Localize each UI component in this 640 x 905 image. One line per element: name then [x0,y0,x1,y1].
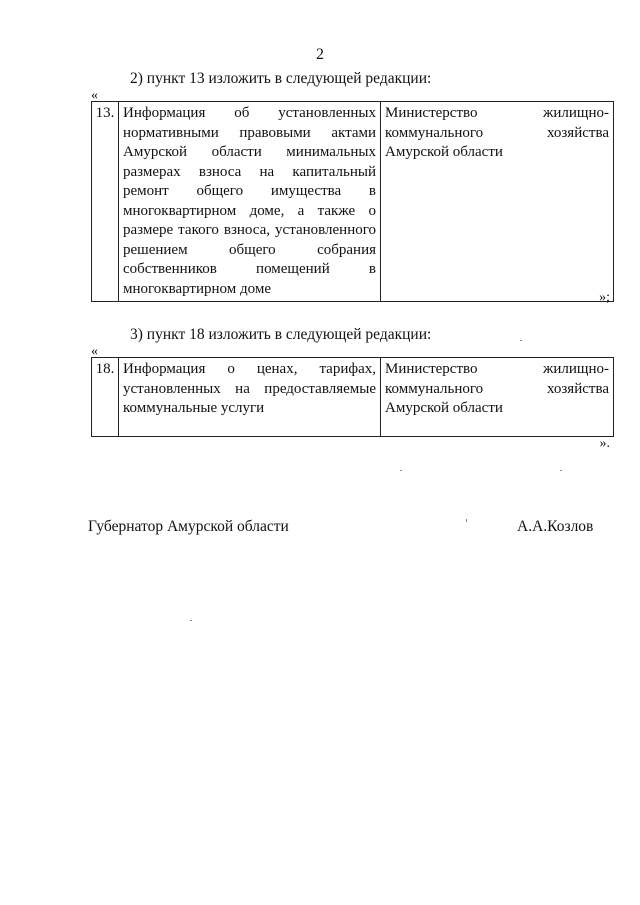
row-number: 18. [92,358,119,437]
table-row [92,102,614,302]
information-cell: Информация об установленных нормативными правовыми актами Амурской области минимальных размерах взноса на капитальный ремонт общего имущества в многоквартирном доме, а также о размере такого взноса, установленного решением общего собрания собственников помещений в многоквартирном доме [119,102,381,302]
close-quote: »; [599,290,610,305]
scan-speck [520,340,522,341]
instruction-point-13: 2) пункт 13 изложить в следующей редакции: [130,70,432,87]
open-quote: « [91,88,98,103]
instruction-point-18: 3) пункт 18 изложить в следующей редакции: [130,326,432,343]
responsible-cell: Министерство жилищно-коммунального хозяйства Амурской области [381,358,614,437]
close-quote: ». [599,436,610,451]
signature-name: А.А.Козлов [517,518,594,535]
scan-speck [560,470,562,471]
scan-speck [190,620,192,621]
responsible-cell: Министерство жилищно-коммунального хозяйства Амурской области [381,102,614,302]
open-quote: « [91,344,98,359]
scan-speck [400,470,402,471]
table-row [92,358,614,437]
page-number: 2 [316,46,324,63]
amendment-table-13 [91,101,614,302]
amendment-table-18 [91,357,614,437]
row-number: 13. [92,102,119,302]
information-cell: Информация о ценах, тарифах, установленных на предоставляемые коммунальные услуги [119,358,381,437]
scan-speck [466,519,467,522]
signature-title: Губернатор Амурской области [88,518,289,535]
